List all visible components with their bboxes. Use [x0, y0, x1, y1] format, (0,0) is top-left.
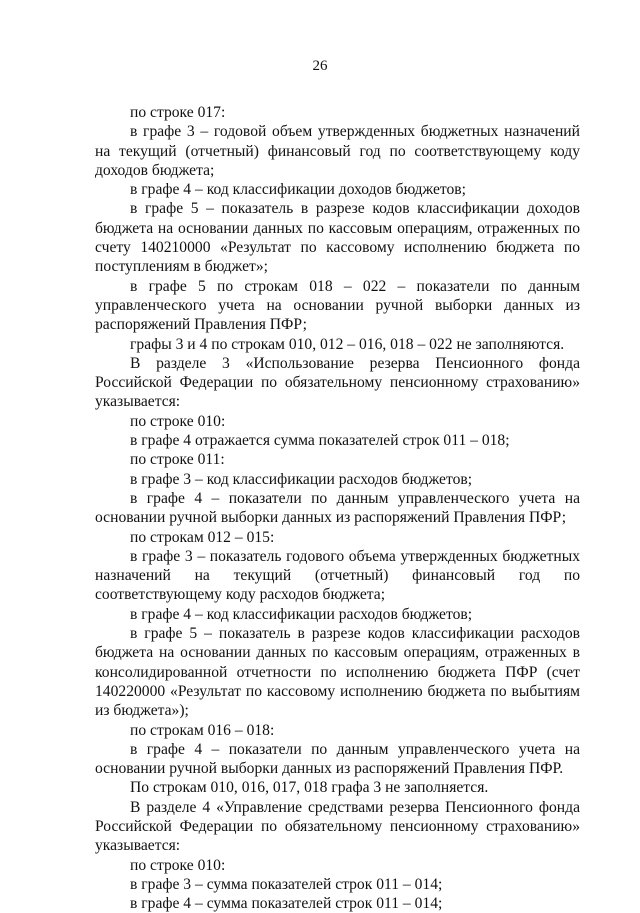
paragraph: в графе 4 – сумма показателей строк 011 – 014;	[130, 895, 443, 913]
paragraph: В разделе 4 «Управление средствами резерва Пенсионного фонда Российской Федерации по обязательному пенсионному страхованию» указывается:	[95, 798, 580, 855]
paragraph: в графе 4 – код классификации расходов бюджетов;	[130, 605, 473, 623]
paragraph: по строке 010:	[130, 856, 226, 874]
paragraph: В разделе 3 «Использование резерва Пенсионного фонда Российской Федерации по обязательному пенсионному страхованию» указывается:	[95, 354, 580, 411]
paragraph: по строке 017:	[130, 104, 226, 121]
paragraph: в графе 4 – код классификации доходов бюджетов;	[130, 181, 466, 199]
paragraph: в графе 3 – годовой объем утвержденных бюджетных назначений на текущий (отчетный) финансовый год по соответствующему коду доходов бюджета;	[95, 123, 580, 179]
paragraph: По строкам 010, 016, 017, 018 графа 3 не заполняется.	[130, 779, 489, 797]
paragraph: в графе 5 по строкам 018 – 022 – показатели по данным управленческого учета на основании ручной выборки данных из распоряжений Правления ПФР;	[95, 277, 580, 334]
paragraph: в графе 4 – показатели по данным управленческого учета на основании ручной выборки данных из распоряжений Правления ПФР.	[95, 740, 580, 778]
paragraph: графы 3 и 4 по строкам 010, 012 – 016, 018 – 022 не заполняются.	[130, 335, 565, 353]
page-number: 26	[312, 58, 328, 74]
paragraph: по строкам 016 – 018:	[130, 721, 275, 739]
paragraph: в графе 5 – показатель в разрезе кодов классификации доходов бюджета на основании данных по кассовым операциям, отраженных по счету 140210000 «Результат по кассовому исполнению бюджета по поступлениям в бюджет»;	[95, 200, 580, 276]
document-body	[95, 103, 580, 913]
paragraph: по строке 010:	[130, 412, 226, 430]
paragraph: в графе 3 – сумма показателей строк 011 – 014;	[130, 875, 443, 893]
paragraph: в графе 4 – показатели по данным управленческого учета на основании ручной выборки данных из распоряжений Правления ПФР;	[95, 489, 580, 527]
paragraph: в графе 5 – показатель в разрезе кодов классификации расходов бюджета на основании данных по кассовым операциям, отраженных в консолидированной отчетности по исполнению бюджета ПФР (счет 140220000 «Результат по кассовому исполнению бюджета по выбытиям из бюджета»);	[95, 625, 580, 720]
paragraph: в графе 4 отражается сумма показателей строк 011 – 018;	[130, 432, 510, 450]
paragraph: по строке 011:	[130, 451, 225, 469]
paragraph: по строкам 012 – 015:	[130, 528, 275, 546]
paragraph: в графе 3 – код классификации расходов бюджетов;	[130, 470, 473, 488]
paragraph: в графе 3 – показатель годового объема утвержденных бюджетных назначений на текущий (отчетный) финансовый год по соответствующему коду расходов бюджета;	[95, 547, 580, 604]
